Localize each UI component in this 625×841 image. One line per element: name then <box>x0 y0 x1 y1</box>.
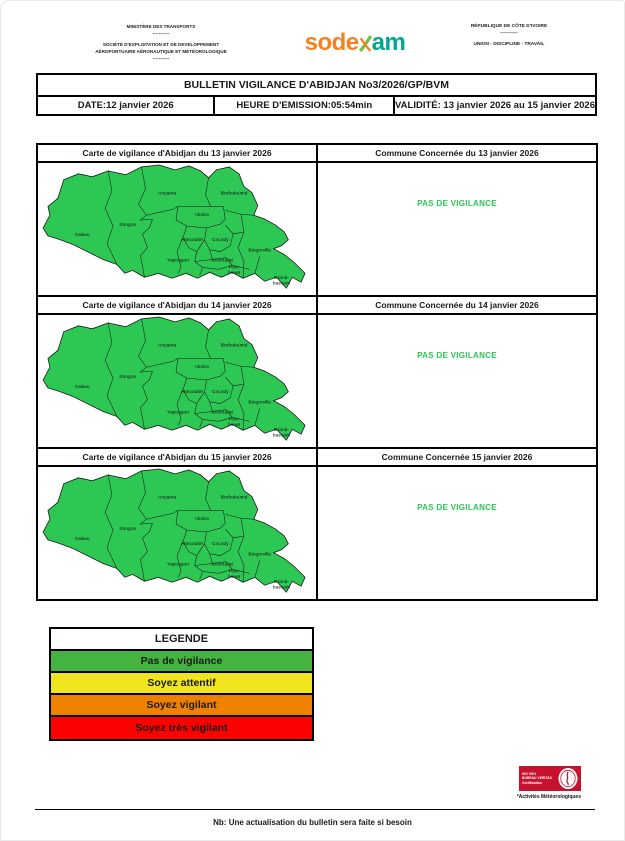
vigilance-map-cell <box>38 163 318 295</box>
svg-text:Attecoubé: Attecoubé <box>180 237 203 243</box>
section-body-row <box>36 163 598 297</box>
svg-text:Songon: Songon <box>119 527 137 533</box>
ministry-line: MINISTÈRE DES TRANSPORTS <box>126 24 196 29</box>
svg-text:bassam: bassam <box>272 433 291 439</box>
section-header-row <box>36 143 598 163</box>
svg-text:Anyama: Anyama <box>158 495 177 501</box>
svg-text:Grand-: Grand- <box>273 276 290 282</box>
legend-title: LEGENDE <box>51 629 312 651</box>
legend-rows <box>51 651 312 739</box>
ministry-line: AÉROPORTUAIRE AÉRONAUTIQUE ET MÉTÉOROLOGIQUE <box>95 49 227 54</box>
svg-text:Abobo: Abobo <box>194 517 209 523</box>
svg-text:Attecoubé: Attecoubé <box>180 541 203 547</box>
sodexam-logo-am: am <box>371 29 406 56</box>
svg-text:Grand-: Grand- <box>273 428 290 434</box>
republic-line: RÉPUBLIQUE DE CÔTE D'IVOIRE <box>470 24 548 29</box>
svg-text:Koumassi: Koumassi <box>211 258 234 264</box>
vigilance-sections <box>36 143 598 601</box>
commune-title: Commune Concernée 15 janvier 2026 <box>381 452 533 462</box>
bulletin-validity: VALIDITÉ: 13 janvier 2026 au 15 janvier 2026 <box>394 96 596 115</box>
svg-text:Cocody: Cocody <box>212 541 229 547</box>
status-text: PAS DE VIGILANCE <box>417 503 497 512</box>
svg-text:Attecoubé: Attecoubé <box>180 389 203 395</box>
svg-text:bouet: bouet <box>227 270 241 276</box>
svg-text:Songon: Songon <box>119 223 137 229</box>
legend-row: Soyez vigilant <box>51 695 312 717</box>
svg-text:Bingerville: Bingerville <box>248 400 272 406</box>
map-title: Carte de vigilance d'Abidjan du 14 janvier 2026 <box>38 297 318 313</box>
svg-text:Brofodoumé: Brofodoumé <box>220 191 248 197</box>
district-outline <box>43 165 305 288</box>
republic-block <box>424 23 594 48</box>
map-title: Carte de vigilance d'Abidjan du 15 janvier 2026 <box>38 449 318 465</box>
cert-line: Certification <box>522 780 542 785</box>
certification-block <box>1 766 581 800</box>
cert-caption: *Activités Météorologiques <box>516 794 581 800</box>
section-body-row <box>36 467 598 601</box>
svg-text:Koumassi: Koumassi <box>211 562 234 568</box>
svg-text:Bingerville: Bingerville <box>248 248 272 254</box>
svg-text:Cocody: Cocody <box>212 237 229 243</box>
bureau-veritas-seal-icon <box>557 767 579 790</box>
vigilance-map-cell <box>38 315 318 447</box>
section-header-row <box>36 295 598 315</box>
svg-text:Port-: Port- <box>228 265 240 271</box>
abidjan-district-map <box>38 315 316 447</box>
commune-status-cell <box>318 163 596 295</box>
svg-text:Yopougon: Yopougon <box>167 410 189 416</box>
svg-text:Abobo: Abobo <box>194 213 209 219</box>
svg-text:bassam: bassam <box>272 585 291 591</box>
section-body-row <box>36 315 598 449</box>
svg-text:Songon: Songon <box>119 375 137 381</box>
svg-text:Dabou: Dabou <box>75 384 90 390</box>
svg-text:Brofodoumé: Brofodoumé <box>220 495 248 501</box>
bulletin-title-table <box>36 73 597 116</box>
legend-row: Pas de vigilance <box>51 651 312 673</box>
svg-text:Anyama: Anyama <box>158 191 177 197</box>
section-header-row <box>36 447 598 467</box>
legend-table <box>49 627 314 741</box>
footer-note: Nb: Une actualisation du bulletin sera faite si besoin <box>213 818 412 827</box>
commune-title: Commune Concernée du 13 janvier 2026 <box>375 148 539 158</box>
status-text: PAS DE VIGILANCE <box>417 351 497 360</box>
sodexam-logo <box>286 29 424 57</box>
svg-text:Anyama: Anyama <box>158 343 177 349</box>
svg-text:Dabou: Dabou <box>75 536 90 542</box>
republic-motto: UNION - DISCIPLINE - TRAVAIL <box>473 42 545 47</box>
page-header <box>1 1 624 62</box>
abidjan-district-map <box>38 163 316 295</box>
svg-text:Yopougon: Yopougon <box>167 562 189 568</box>
svg-text:Cocody: Cocody <box>212 389 229 395</box>
sodexam-x-icon <box>358 35 373 52</box>
separator-dashes: ----------- <box>152 31 170 36</box>
svg-text:Brofodoumé: Brofodoumé <box>220 343 248 349</box>
map-title: Carte de vigilance d'Abidjan du 13 janvier 2026 <box>38 145 318 161</box>
svg-text:bouet: bouet <box>227 574 241 580</box>
bureau-veritas-text <box>522 772 556 786</box>
bulletin-title: BULLETIN VIGILANCE D'ABIDJAN No3/2026/GP/BVM <box>37 74 596 96</box>
svg-text:bassam: bassam <box>272 281 291 287</box>
sodexam-logo-sode: sode <box>304 29 359 56</box>
footer-divider <box>35 809 595 810</box>
abidjan-district-map <box>38 467 316 599</box>
svg-text:Port-: Port- <box>228 417 240 423</box>
ministry-line: SOCIÉTÉ D'EXPLOITATION ET DE DEVELOPPEMENT <box>102 42 220 47</box>
svg-text:Bingerville: Bingerville <box>248 552 272 558</box>
svg-text:bouet: bouet <box>227 422 241 428</box>
separator-dashes: ----------- <box>500 31 518 36</box>
district-outline <box>43 317 305 440</box>
vigilance-section <box>36 143 598 297</box>
commune-status-cell <box>318 315 596 447</box>
ministry-block <box>36 23 286 62</box>
bulletin-date: DATE:12 janvier 2026 <box>37 96 214 115</box>
vigilance-section <box>36 295 598 449</box>
cert-line: ISO 9001 <box>522 771 537 776</box>
svg-text:Port-: Port- <box>228 569 240 575</box>
bureau-veritas-logo <box>519 766 581 791</box>
svg-text:Yopougon: Yopougon <box>167 258 189 264</box>
district-outline <box>43 469 305 592</box>
vigilance-section <box>36 447 598 601</box>
separator-dashes: ----------- <box>152 56 170 61</box>
legend-row: Soyez attentif <box>51 673 312 695</box>
cert-line: BUREAU VERITAS <box>522 776 552 781</box>
commune-title: Commune Concernée du 14 janvier 2026 <box>375 300 539 310</box>
commune-status-cell <box>318 467 596 599</box>
svg-text:Grand-: Grand- <box>273 580 290 586</box>
bulletin-emission-time: HEURE D'EMISSION:05:54min <box>214 96 394 115</box>
status-text: PAS DE VIGILANCE <box>417 199 497 208</box>
svg-text:Dabou: Dabou <box>75 232 90 238</box>
vigilance-map-cell <box>38 467 318 599</box>
svg-text:Koumassi: Koumassi <box>211 410 234 416</box>
svg-text:Abobo: Abobo <box>194 365 209 371</box>
legend-row: Soyez très vigilant <box>51 717 312 739</box>
